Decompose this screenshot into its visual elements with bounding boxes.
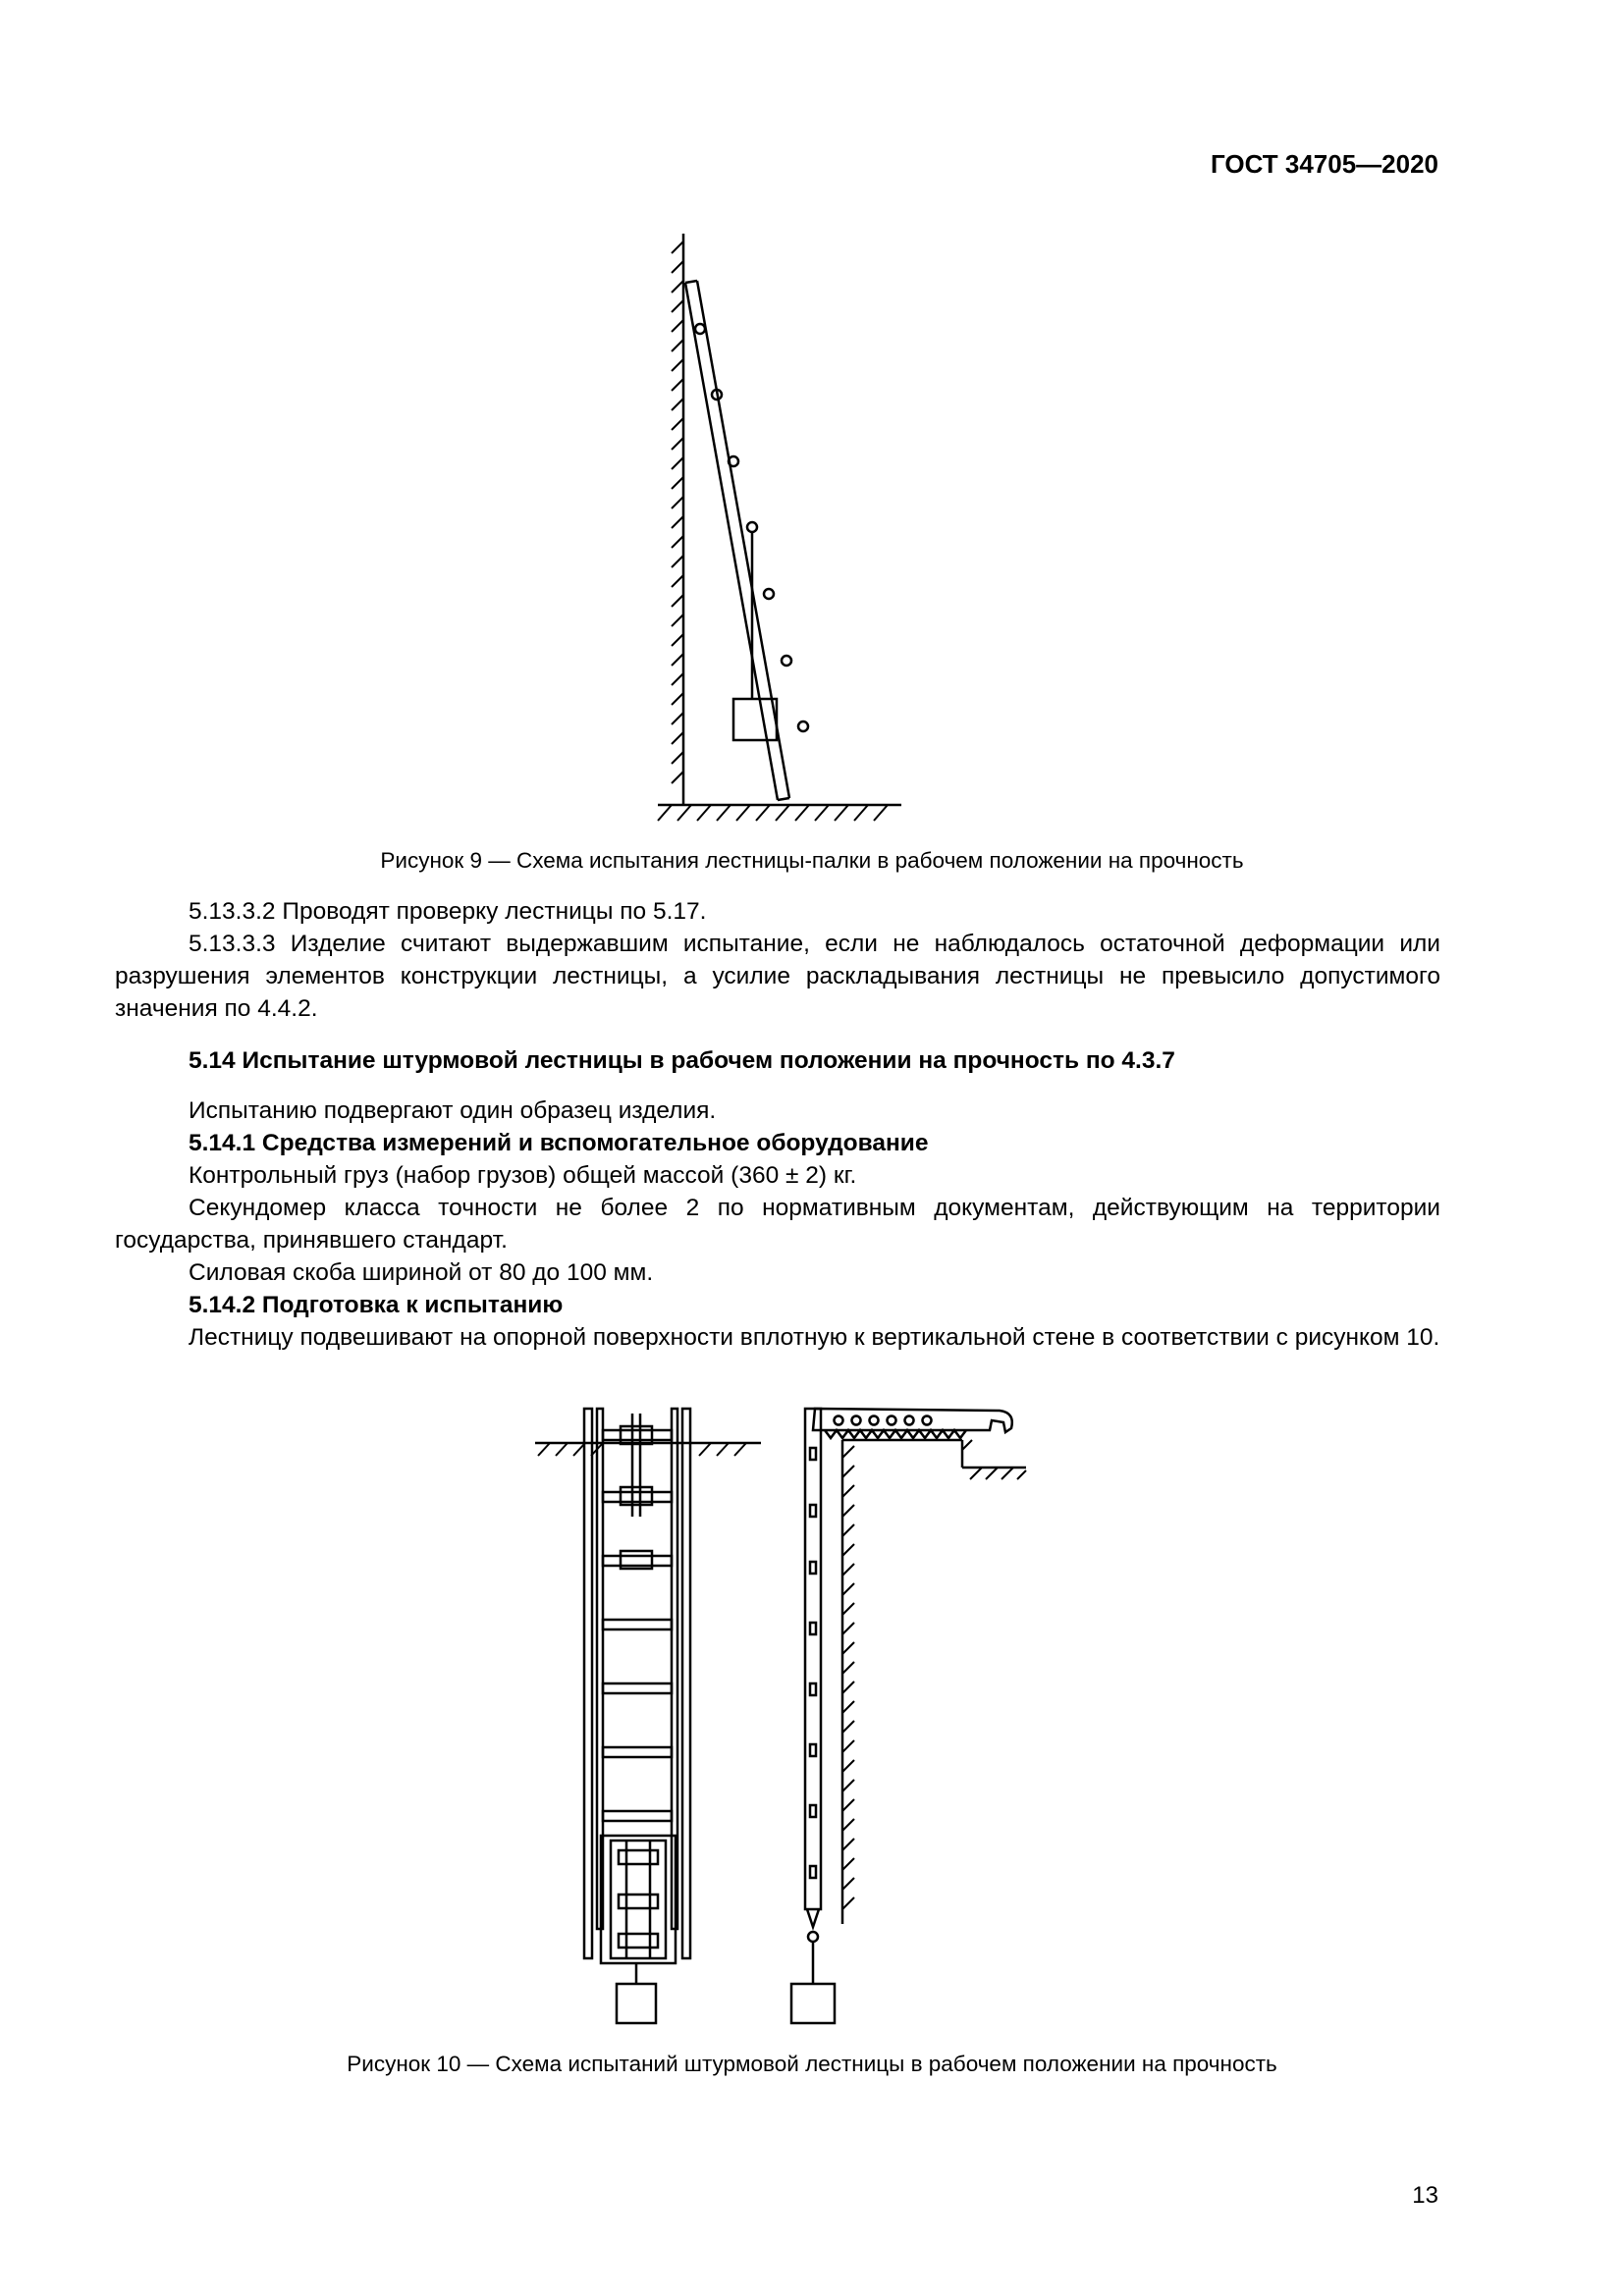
paragraph: Контрольный груз (набор грузов) общей массой (360 ± 2) кг. — [189, 1162, 857, 1189]
ladder-side-view — [791, 1409, 1012, 2023]
subsection-heading: 5.14.1 Средства измерений и вспомогательное оборудование — [189, 1130, 929, 1156]
figure-9-caption: Рисунок 9 — Схема испытания лестницы-палки в рабочем положении на прочность — [380, 848, 1244, 873]
figure-10-diagram — [530, 1399, 1041, 2037]
section-heading: 5.14 Испытание штурмовой лестницы в рабочем положении на прочность по 4.3.7 — [189, 1047, 1175, 1074]
ladder-front-view — [535, 1409, 761, 2023]
page-number: 13 — [1412, 2182, 1438, 2209]
paragraph: 5.13.3.2 Проводят проверку лестницы по 5.17. — [189, 898, 707, 925]
pole-ladder — [685, 281, 808, 800]
paragraph: Секундомер класса точности не более 2 по нормативным документам, действующим на территории государства, принявшего стандарт. — [115, 1195, 1440, 1254]
paragraph: 5.13.3.3 Изделие считают выдержавшим испытание, если не наблюдалось остаточной деформации или разрушения элементов конструкции лестницы, а усилие раскладывания лестницы не превысило допустимого значения по 4.4.2. — [115, 931, 1440, 1022]
paragraph: Испытанию подвергают один образец изделия. — [189, 1097, 717, 1124]
document-id-header: ГОСТ 34705—2020 — [1211, 149, 1438, 179]
paragraph: Лестницу подвешивают на опорной поверхности вплотную к вертикальной стене в соответствии с рисунком 10. — [189, 1324, 1440, 1351]
wall-and-ledge-hatching — [842, 1440, 1026, 1909]
figure-10-caption: Рисунок 10 — Схема испытаний штурмовой лестницы в рабочем положении на прочность — [347, 2052, 1277, 2076]
hanging-load — [733, 532, 777, 740]
paragraph: Силовая скоба шириной от 80 до 100 мм. — [189, 1259, 654, 1286]
figure-9-diagram — [638, 226, 913, 834]
subsection-heading: 5.14.2 Подготовка к испытанию — [189, 1292, 564, 1318]
floor-hatching — [658, 805, 901, 821]
body-text — [115, 895, 1440, 1354]
